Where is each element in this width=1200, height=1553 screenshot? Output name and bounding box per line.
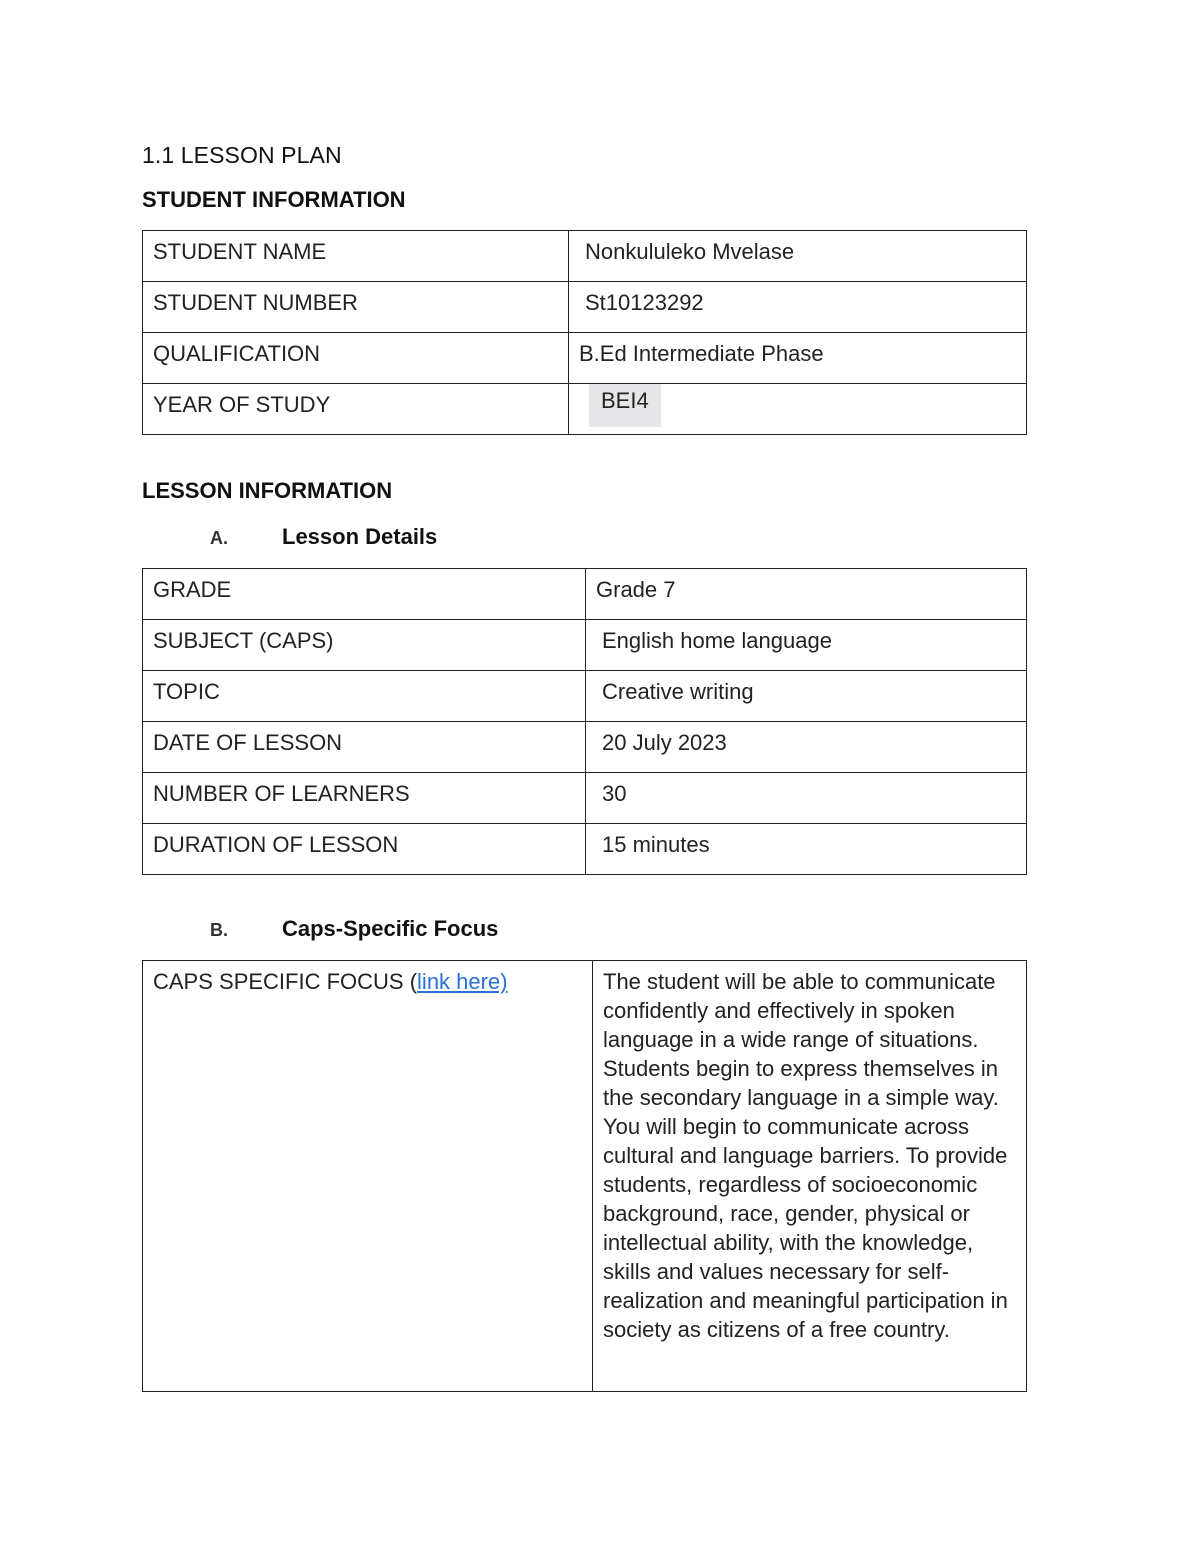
student-name-value: Nonkululeko Mvelase [569,231,1027,282]
student-info-table [142,230,1027,435]
student-number-label: STUDENT NUMBER [143,282,569,333]
document-title: 1.1 LESSON PLAN [142,142,342,168]
subject-label: SUBJECT (CAPS) [143,620,586,671]
grade-label: GRADE [143,569,586,620]
student-info-heading: STUDENT INFORMATION [142,187,406,212]
date-label: DATE OF LESSON [143,722,586,773]
lesson-details-title: Lesson Details [282,524,438,549]
table-row [143,961,1027,1392]
lesson-info-heading: LESSON INFORMATION [142,478,393,503]
caps-link[interactable]: link here) [417,969,508,994]
table-row [143,569,1027,620]
duration-label: DURATION OF LESSON [143,824,586,875]
student-number-value: St10123292 [569,282,1027,333]
caps-focus-description: The student will be able to communicate confidently and effectively in spoken language in a wide range of situations. Students begin to express themselves in the secondary language in a simple way. You will begin to communicate across cultural and language barriers. To provide students, regardless of socioeconomic background, race, gender, physical or intellectual ability, with the knowledge, skills and values necessary for self-realization and meaningful participation in society as citizens of a free country. [593,961,1027,1392]
table-row [143,384,1027,435]
topic-label: TOPIC [143,671,586,722]
learners-value: 30 [586,773,1027,824]
student-name-label: STUDENT NAME [143,231,569,282]
table-row [143,282,1027,333]
date-value: 20 July 2023 [586,722,1027,773]
table-row [143,620,1027,671]
caps-focus-table [142,960,1027,1392]
lesson-details-letter: A. [210,528,228,548]
year-of-study-label: YEAR OF STUDY [143,384,569,435]
caps-focus-label: CAPS SPECIFIC FOCUS ( [153,969,418,994]
topic-value: Creative writing [586,671,1027,722]
year-of-study-cell [569,384,1027,435]
table-row [143,333,1027,384]
subject-value: English home language [586,620,1027,671]
qualification-label: QUALIFICATION [143,333,569,384]
year-of-study-value: BEI4 [589,384,661,427]
table-row [143,722,1027,773]
caps-focus-label-cell [143,961,593,1392]
learners-label: NUMBER OF LEARNERS [143,773,586,824]
lesson-details-heading [210,524,437,550]
table-row [143,671,1027,722]
table-row [143,824,1027,875]
lesson-details-table [142,568,1027,875]
duration-value: 15 minutes [586,824,1027,875]
qualification-value: B.Ed Intermediate Phase [569,333,1027,384]
caps-focus-title: Caps-Specific Focus [282,916,499,941]
grade-value: Grade 7 [586,569,1027,620]
table-row [143,231,1027,282]
caps-focus-letter: B. [210,920,228,940]
caps-focus-heading [210,916,498,942]
table-row [143,773,1027,824]
